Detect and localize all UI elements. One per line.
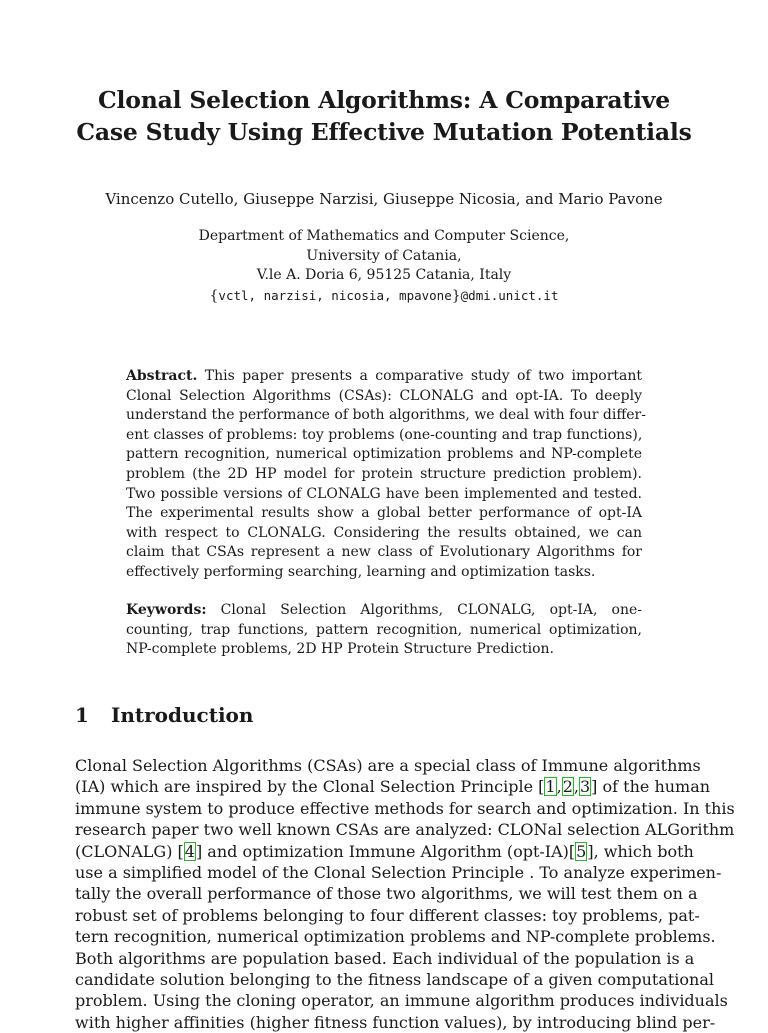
abstract-line: Two possible versions of CLONALG have been implemented and tested.	[126, 485, 642, 502]
body-line: (IA) which are inspired by the Clonal Selection Principle [1,2,3] of the human	[75, 777, 711, 797]
abstract-line: Clonal Selection Algorithms (CSAs): CLONALG and opt-IA. To deeply	[126, 387, 642, 404]
abstract	[126, 367, 646, 583]
abstract-line: The experimental results show a global better performance of opt-IA	[126, 505, 642, 522]
body-line: research paper two well known CSAs are analyzed: CLONal selection ALGorithm	[75, 820, 735, 840]
keywords	[126, 601, 642, 660]
body-line: Both algorithms are population based. Each individual of the population is a	[75, 948, 695, 968]
citation-link[interactable]: 5	[576, 841, 587, 861]
keywords-line: Keywords: Clonal Selection Algorithms, CLONALG, opt-IA, one-	[126, 602, 642, 618]
email-brace-close: }	[451, 288, 461, 305]
email-domain: @dmi.unict.it	[460, 288, 559, 304]
citation-link[interactable]: 4	[184, 841, 195, 861]
body-line: immune system to produce effective methods for search and optimization. In this	[75, 798, 735, 818]
body-line: use a simplified model of the Clonal Selection Principle . To analyze experimen-	[75, 862, 722, 882]
affiliation-email	[100, 286, 668, 307]
affiliation-department: Department of Mathematics and Computer Science,	[198, 228, 570, 244]
affiliation	[100, 227, 668, 307]
section-number: 1	[75, 703, 89, 727]
body-line: tally the overall performance of those two algorithms, we will test them on a	[75, 884, 698, 904]
section-heading	[75, 702, 253, 728]
body-line: (CLONALG) [4] and optimization Immune Algorithm (opt-IA)[5], which both	[75, 841, 694, 861]
keywords-label: Keywords:	[126, 602, 207, 618]
body-line: candidate solution belonging to the fitness landscape of a given computational	[75, 969, 714, 989]
email-brace-open: {	[209, 288, 219, 305]
abstract-line: problem (the 2D HP model for protein structure prediction problem).	[126, 465, 642, 482]
abstract-line: effectively performing searching, learning and optimization tasks.	[126, 563, 596, 580]
title-line-1: Clonal Selection Algorithms: A Comparative	[98, 86, 670, 114]
citation-group: [1,2,3]	[538, 777, 598, 797]
abstract-line: Abstract. This paper presents a comparative study of two important	[126, 368, 643, 384]
body-line: Clonal Selection Algorithms (CSAs) are a special class of Immune algorithms	[75, 756, 701, 775]
abstract-line: claim that CSAs represent a new class of Evolutionary Algorithms for	[126, 544, 642, 561]
abstract-line: with respect to CLONALG. Considering the results obtained, we can	[126, 524, 642, 541]
keywords-line: NP-complete problems, 2D HP Protein Structure Prediction.	[126, 641, 555, 658]
body-line: tern recognition, numerical optimization problems and NP-complete problems.	[75, 927, 716, 947]
citation-link[interactable]: 3	[579, 777, 591, 797]
email-names: vctl, narzisi, nicosia, mpavone	[218, 288, 452, 304]
body-line: problem. Using the cloning operator, an immune algorithm produces individuals	[75, 991, 728, 1011]
citation-link[interactable]: 2	[562, 777, 573, 797]
citation-link[interactable]: 1	[545, 777, 556, 797]
keywords-line: counting, trap functions, pattern recognition, numerical optimization,	[126, 621, 642, 638]
body-line: robust set of problems belonging to four different classes: toy problems, pat-	[75, 905, 700, 925]
title-line-2: Case Study Using Effective Mutation Potentials	[76, 118, 692, 146]
abstract-line: understand the performance of both algorithms, we deal with four differ-	[126, 407, 646, 424]
affiliation-address: V.le A. Doria 6, 95125 Catania, Italy	[256, 267, 512, 284]
affiliation-university: University of Catania,	[306, 247, 462, 264]
body-line: with higher affinities (higher fitness function values), by introducing blind per-	[75, 1012, 716, 1032]
abstract-label: Abstract.	[126, 368, 198, 384]
abstract-line: ent classes of problems: toy problems (one-counting and trap functions),	[126, 426, 643, 443]
section-title: Introduction	[111, 703, 254, 727]
introduction-body	[75, 755, 735, 1033]
paper-title	[60, 84, 708, 148]
abstract-line: pattern recognition, numerical optimization problems and NP-complete	[126, 446, 642, 463]
author-list: Vincenzo Cutello, Giuseppe Narzisi, Giuseppe Nicosia, and Mario Pavone	[105, 190, 663, 208]
